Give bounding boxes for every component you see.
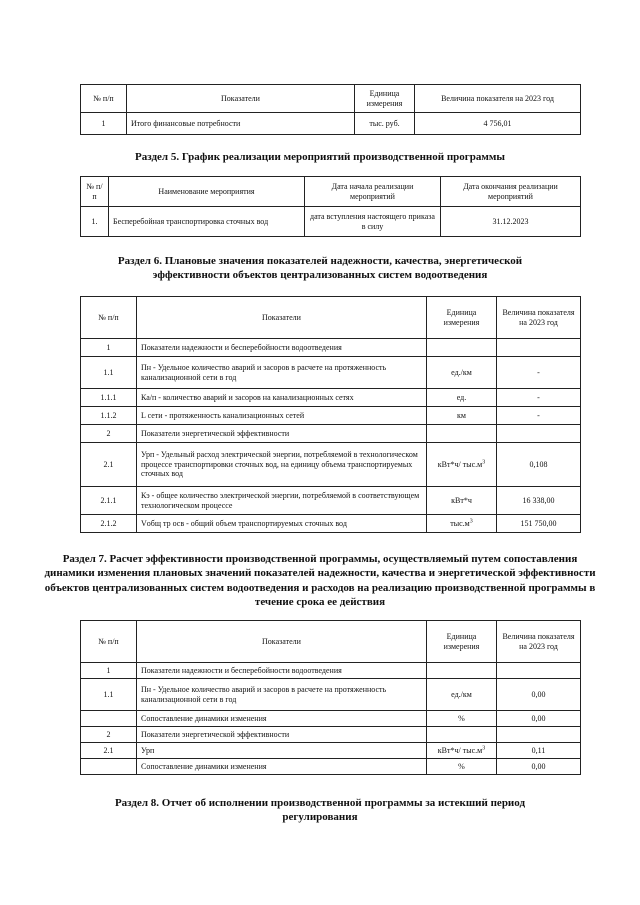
row-number: 1	[81, 339, 137, 357]
row-unit: км	[427, 407, 497, 425]
row-end-date: 31.12.2023	[441, 207, 581, 237]
row-number	[81, 711, 137, 727]
row-unit: ед./км	[427, 679, 497, 711]
row-number: 1	[81, 113, 127, 135]
row-value: 4 756,01	[415, 113, 581, 135]
col-header-unit: Единица измерения	[427, 621, 497, 663]
col-header-indicator: Показатели	[137, 621, 427, 663]
table-row	[81, 443, 581, 487]
table-row	[81, 113, 581, 135]
row-value: 151 750,00	[497, 515, 581, 533]
table-row	[81, 357, 581, 389]
row-unit: тыс. руб.	[355, 113, 415, 135]
row-indicator: Урп - Удельный расход электрической энергии, потребляемой в технологическом процессе транспортировки сточных вод, на единицу объема транспортируемых сточных вод	[137, 443, 427, 487]
row-value	[497, 663, 581, 679]
row-unit	[427, 727, 497, 743]
row-unit: ед.	[427, 389, 497, 407]
row-indicator: Пн - Удельное количество аварий и засоров в расчете на протяженность канализационной сети в год	[137, 357, 427, 389]
section-6-title: Раздел 6. Плановые значения показателей надежности, качества, энергетической эффективности объектов централизованных систем водоотведения	[117, 255, 523, 282]
unit-superscript: 3	[469, 518, 473, 525]
section-5-title: Раздел 5. График реализации мероприятий производственной программы	[135, 151, 505, 163]
table-row	[81, 487, 581, 515]
row-value	[497, 425, 581, 443]
col-header-activity: Наименование мероприятия	[109, 177, 305, 207]
table-row	[81, 711, 581, 727]
row-number: 2	[81, 727, 137, 743]
row-indicator: Показатели надежности и бесперебойности водоотведения	[137, 663, 427, 679]
row-unit: %	[427, 759, 497, 775]
col-header-number: № п/п	[81, 621, 137, 663]
table-row	[81, 679, 581, 711]
row-number: 2.1	[81, 443, 137, 487]
row-number: 2.1	[81, 743, 137, 759]
row-value: -	[497, 407, 581, 425]
row-value: 16 338,00	[497, 487, 581, 515]
section-8-title: Раздел 8. Отчет об исполнении производственной программы за истекший период регулирования	[114, 797, 526, 824]
row-value	[497, 727, 581, 743]
unit-text: кВт*ч/ тыс.м	[437, 745, 483, 755]
table-row	[81, 389, 581, 407]
row-indicator: Итого финансовые потребности	[127, 113, 355, 135]
row-unit: %	[427, 711, 497, 727]
row-value: 0,00	[497, 679, 581, 711]
col-header-indicator: Показатели	[137, 297, 427, 339]
row-number: 1.1.1	[81, 389, 137, 407]
table-row	[81, 339, 581, 357]
col-header-value: Величина показателя на 2023 год	[497, 297, 581, 339]
col-header-value: Величина показателя на 2023 год	[415, 85, 581, 113]
row-indicator: Сопоставление динамики изменения	[137, 759, 427, 775]
row-indicator: Сопоставление динамики изменения	[137, 711, 427, 727]
row-number: 1.	[81, 207, 109, 237]
row-unit	[427, 663, 497, 679]
table-row	[81, 759, 581, 775]
row-unit	[427, 425, 497, 443]
row-number: 2.1.2	[81, 515, 137, 533]
row-unit	[427, 743, 497, 759]
row-value: -	[497, 389, 581, 407]
row-number: 2.1.1	[81, 487, 137, 515]
table-row	[81, 425, 581, 443]
col-header-end-date: Дата окончания реализации мероприятий	[441, 177, 581, 207]
row-value: 0,00	[497, 759, 581, 775]
row-number: 1.1	[81, 679, 137, 711]
section-7-title: Раздел 7. Расчет эффективности производственной программы, осуществляемый путем сопоставления динамики изменения плановых значений показателей надежности, качества и энергетической эффективности объектов централизованных систем водоотведения и расходов на реализацию производственной программы в течение срока ее действия	[44, 553, 596, 608]
col-header-start-date: Дата начала реализации мероприятий	[305, 177, 441, 207]
col-header-value: Величина показателя на 2023 год	[497, 621, 581, 663]
row-unit	[427, 515, 497, 533]
row-unit: ед./км	[427, 357, 497, 389]
reliability-indicators-table	[80, 296, 581, 533]
table-row	[81, 515, 581, 533]
unit-text: тыс.м	[450, 518, 470, 528]
row-indicator: Ка/п - количество аварий и засоров на канализационных сетях	[137, 389, 427, 407]
col-header-number: № п/п	[81, 177, 109, 207]
row-number: 2	[81, 425, 137, 443]
unit-superscript: 3	[482, 459, 486, 466]
table-row	[81, 743, 581, 759]
row-value: 0,00	[497, 711, 581, 727]
row-value: 0,108	[497, 443, 581, 487]
row-unit	[427, 339, 497, 357]
row-number: 1.1.2	[81, 407, 137, 425]
row-indicator: Пн - Удельное количество аварий и засоров в расчете на протяженность канализационной сети в год	[137, 679, 427, 711]
row-number: 1.1	[81, 357, 137, 389]
row-indicator: Vобщ тр осв - общий объем транспортируемых сточных вод	[137, 515, 427, 533]
row-value: 0,11	[497, 743, 581, 759]
row-number: 1	[81, 663, 137, 679]
schedule-table	[80, 176, 581, 237]
table-row	[81, 407, 581, 425]
financial-needs-table	[80, 84, 581, 135]
row-start-date: дата вступления настоящего приказа в силу	[305, 207, 441, 237]
row-indicator: Показатели энергетической эффективности	[137, 727, 427, 743]
col-header-indicator: Показатели	[127, 85, 355, 113]
unit-text: кВт*ч/ тыс.м	[437, 459, 483, 469]
row-indicator: L сети - протяженность канализационных сетей	[137, 407, 427, 425]
col-header-unit: Единица измерения	[355, 85, 415, 113]
row-unit: кВт*ч	[427, 487, 497, 515]
row-value	[497, 339, 581, 357]
col-header-unit: Единица измерения	[427, 297, 497, 339]
table-row	[81, 727, 581, 743]
row-indicator: Показатели надежности и бесперебойности водоотведения	[137, 339, 427, 357]
efficiency-calculation-table	[80, 620, 581, 775]
row-unit	[427, 443, 497, 487]
unit-superscript: 3	[482, 745, 486, 752]
row-activity: Бесперебойная транспортировка сточных вод	[109, 207, 305, 237]
table-row	[81, 663, 581, 679]
row-indicator: Кэ - общее количество электрической энергии, потребляемой в соответствующем технологическом процессе	[137, 487, 427, 515]
row-number	[81, 759, 137, 775]
row-value: -	[497, 357, 581, 389]
col-header-number: № п/п	[81, 297, 137, 339]
row-indicator: Показатели энергетической эффективности	[137, 425, 427, 443]
row-indicator: Урп	[137, 743, 427, 759]
table-row	[81, 207, 581, 237]
col-header-number: № п/п	[81, 85, 127, 113]
